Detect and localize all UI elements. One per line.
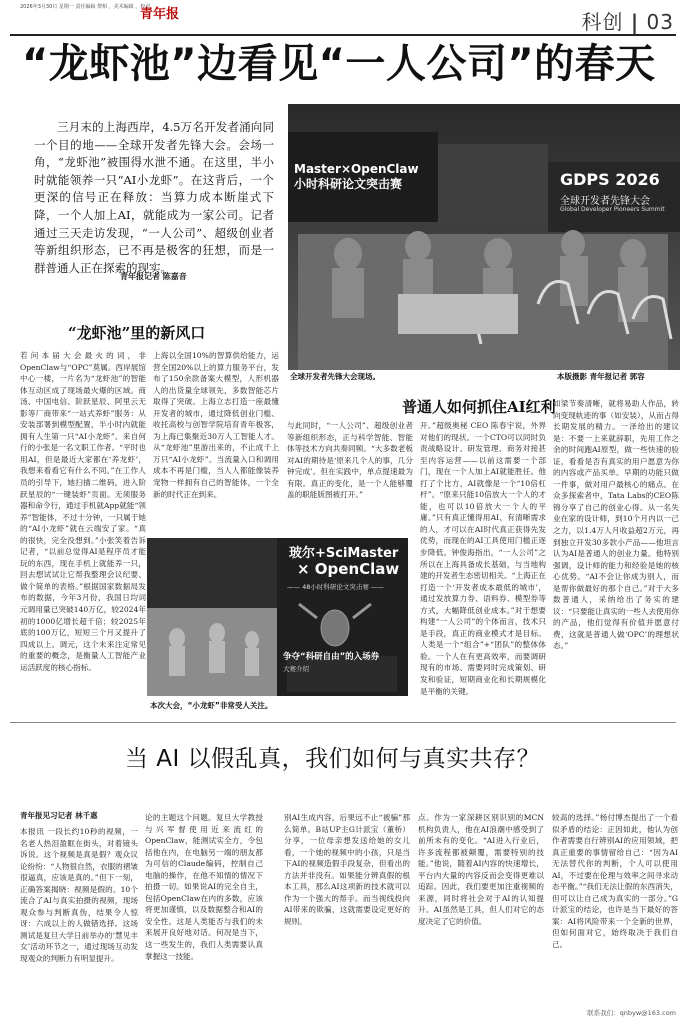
summit-photo-image: [288, 104, 680, 370]
photo2-caption: 本次大会，“小龙虾”非常受人关注。: [150, 701, 273, 710]
section2-column-2: 开。”超级奥秘 CEO 陈春宇说，外界对他们的现状。一个CTO可以同时负责战略设计、研发管理、商务对接甚至内容运营——以前这需要一个部门，现在一个人加上AI就能胜任。他打了个比方，AI就像是一个“10倍杠杆”。“原来只能10倍放大一个人的才能，也可以10倍放大一个人的平庸。”只有真正懂得用AI、有清晰需求的人，才可以在AI时代真正获得先发优势，而现在的AI工具使用门槛正逐步降低。钟俊海指出，“一人公司”之所以在上海具备成长基础，与当地构建的开发者生态密切相关。“上海正在打造一个‘开发者成本最低的城市’，通过发放算力券、语料券、模型券等方式，大幅降低创业成本。”对于想要构建“一人公司”的个体而言，技术只是手段，真正的商业模式才是目标。人类是一个“组合”+“团队”的整体体验。一个人在有更高效率，而要调研现有的市场、需要同时完成策划、研发和验证，短期商业化和长期规模化是平衡的关键。: [420, 421, 546, 696]
lead-byline: 青年报记者 陈嘉音: [120, 272, 187, 281]
lead-paragraph: 三月末的上海西岸，4.5万名开发者涌向同一个目的地——全球开发者先锋大会。会场一角，“龙虾池”被围得水泄不通。在这里，半小时就能领养一只“AI小龙虾”。在这背后，一个更深的信号正在释放：当算力成本断崖式下降，一个人加上AI，就能成为一家公司。记者通过三天走访发现，“一人公司”、超级创业者等新组织形态，已不再是极客的狂想，而是一群普通人正在探索的现实。: [34, 120, 274, 275]
poster-photo: [147, 538, 408, 696]
article2-column-2: 论的主题这个问题。复旦大学教授与兴军督使用近来流红的OpenClaw，能测试实全方，令包括他在内，在电脑另一端的朋友都为可信的Claude编码，控制自己电脑的操作，在他不知情的情况下拍摄一切。如果说AI的完全自主，包括OpenClaw在内的多数，应该将更加谨慎，以及数据整合和AI的安全性。这是人类能否与我们的未来展开良好地对话。何况是当下，这一些发生的，我们人类需要认真掌握这一技能。: [145, 813, 263, 961]
article2-byline: 青年报见习记者 林千惠: [20, 811, 98, 820]
article2-headline: 当 AI 以假乱真，我们如何与真实共存？: [125, 746, 541, 772]
screen-left-text: Master×OpenClaw 小时科研论文突击赛: [294, 162, 419, 191]
summit-photo: [288, 104, 680, 370]
section1-column-2: 上海以全国10%的智算供给能力，运营全国20%以上的算力服务平台，发布了150余款备案大模型，人形机器人的出货量全球领先，多数智能芯片取得了突破。上海立志打造一座最懂开发者的城市，通过降低创业门槛、收托高校与创智学院培育青年极客，为上海已集聚近30万人工智能人才。从“龙虾池”里游出来的，不止成千上万只“AI小龙虾”。当流量入口和调用成本不再是门槛，当人人都能像装养宠物一样拥有自己的智能体，一个全新的时代正在到来。: [153, 351, 279, 499]
section-divider: |: [630, 10, 640, 34]
poster-title-line5: 大赛介绍: [283, 665, 309, 673]
article2-column-4: 点。作为一家深耕区别识别的MCN机构负责人，他在AI浪潮中感受到了前所未有的变化。“AI进入行业后，许多流程都被颠覆，需要特别的技能。”他说，随着AI内容的快速增长，平台内大量的内容反而会变得更难以追踪。因此，我们要更加注重视频的来源，同时将社会对于AI的认知提升。AI虽然是工具，但人们对它的态度决定了它的价值。: [418, 813, 544, 926]
main-headline: “龙虾池”边看见“一人公司”的春天: [22, 41, 656, 87]
section2-column-3: 如梁节奏清晰，就将易助人作品，转向变现轨迹的事（如安装），从而占得长期发展的精力。一泽给出的建议是：不要一上来就辞职，先用工作之余的时间跑AI原型，做一些快速的验证，看看是否有真实的用户愿意为你的内容或产品买单。早期的功能只做一件事，做对用户最核心的痛点。在众多探索者中，Tata Labs的CEO陈锦分享了自己的创业心得。从一名失业在家的设计师，到10个月内以一己之力，以1.4万人月收益超2万元，再到独立开发30多款小产品——他坦言认为AI是普通人的创业力量。他特别强调，设计师的能力和经验是她的核心优势。“AI不会让你成为别人，而是帮你做最好的那个自己。”对于大多数普通人，采纳给出了务实的建议：“只要能让真实的一些人去使用你的产品，他们觉得有价值并愿意付费，这就是普通人做‘OPC’的理想状态。”: [553, 399, 679, 651]
header-rule: [10, 34, 676, 36]
newspaper-logo: 青年报: [140, 7, 180, 22]
poster-title-line3: —— 48小时科研论文突击赛 ——: [287, 583, 384, 591]
photo1-caption: 全球开发者先锋大会现场。: [290, 372, 380, 381]
section-header: [582, 6, 674, 35]
poster-title-line1: 玻尔+SciMaster: [289, 546, 399, 561]
masthead-meta: 2026年3月30日 星期一 责任编辑 黎相 ，美术编辑 ，校对: [20, 4, 151, 10]
section2-column-1: 与此同时，“一人公司”、超级创业者等新组织形态，正与科学智能、智能体等技术方向共奏同频。“大多数老板对AI的期待是‘原来几个人的事，几分钟完成’。但在实践中，单点提速最为有限。真正的变化，是一个人能够覆盖的职能版图被打开。”: [287, 421, 413, 500]
section1-column-1: 若问本届大会最火的词，非OpenClaw与“OPC”莫属。西岸展馆中心一楼，一片名为“龙虾池”的智能体互动区成了现场最火爆的区域。商汤、中国电信、阶跃星辰、阿里云无影等厂商带来“一站式养虾”服务：从安装部署到模型配置，半小时内就能拥有人生第一只“AI小龙虾”。来自何行的小张是一名文职工作者。“平时也用AI，但是最近大家都在‘养龙虾’，我想来看看它有什么不同。”在工作人员的引导下，她扫描二维码，进入阶跃星辰的“一键装虾”页面。无须服务器和命令行，通过手机就App就能“领养”智能体，不过十分钟，一只属于她的“AI小龙虾”就在云端安了家。“真的很快，完全没想到。”小张笑着告诉记者，“以前总觉得AI是程序员才能玩的东西，现在手机上就能养一只，回去想试试让它帮我整理会议纪要、做个简单的表格。”根据国家数据局发布的数据，今年3月份，我国日均词元调用量已突破140万亿，较2024年初的1000亿增长超千倍；较2025年底的100万亿，短短三个月又提升了四成以上。调元，这个未来注定常见的重要的概念，是衡量人工智能产业运活跃度的核心指标。: [20, 351, 146, 672]
poster-title-line4: 争夺“科研自由”的入场券: [283, 652, 380, 662]
screen-right-subtitle-en: Global Developer Pioneers Summit: [560, 206, 665, 213]
screen-right-title: GDPS 2026: [560, 170, 660, 189]
article-divider: [10, 722, 676, 723]
article2-column-5: 较高的选择。”杨付博杰提出了一个看似矛盾的结论：正因如此，他认为创作者需要自行辨别AI的应用领域，把真正重要的事情留给自己：“因为AI无法替代你的判断，个人可以使用AI，不过要在伦理与效率之间寻求动态平衡。”“我们无法让假的东西消失，但可以让自己成为真实的一部分。”G计派宝的结论，也许是当下最好的答案：AI将风险带来一个全新的世界，但如何面对它，始终取决于我们自己。: [552, 813, 678, 950]
article2-column-3: 别AI生成内容，后果远不止“被骗”那么简单。B站UP主G计派宝（董桥）分享，一位母亲想发送给她的女儿看，一个她的视频中的小孩，只是当下AI的视频造假手段复杂，但看出的方法并非没有。如果能分辨真假的根本工具，那么AI这项新的技术就可以作为一个强大的帮手。而当视线投向AI带来的欺骗，这就需要设定更好的规则。: [284, 813, 410, 926]
section1-title: “龙虾池”里的新风口: [68, 324, 206, 342]
page-number: 03: [646, 10, 674, 34]
photo1-credit: 本版摄影 青年报记者 郭容: [557, 372, 645, 381]
article2-column-1: 本报讯 一段长约10秒的视频，一名老人热泪盈眶在街头，对着镜头诉说。这个视频是真是假？观众议论纷纷：“人物很自然，衣服的褶皱很逼真，应该是真的。”但下一刻，正确答案揭晓：视频是假的。10个流合了AI与真实拍摄的视频，现场观众参与判断真伪，结果令人惊讶：六成以上的人做错选择。这场测试是复旦大学日前举办的‘慧见丰女’活动环节之一，通过现场互动发现观众的判断力有明显提升。: [20, 827, 138, 964]
footer-contact: 联系我们：qnbyw@163.com: [587, 1009, 676, 1017]
screen-right-subtitle: 全球开发者先锋大会: [560, 196, 650, 207]
section2-title: 普通人如何抓住AI红利: [402, 398, 556, 416]
section-name: 科创: [581, 10, 624, 34]
poster-title-line2: × OpenClaw: [297, 560, 400, 578]
